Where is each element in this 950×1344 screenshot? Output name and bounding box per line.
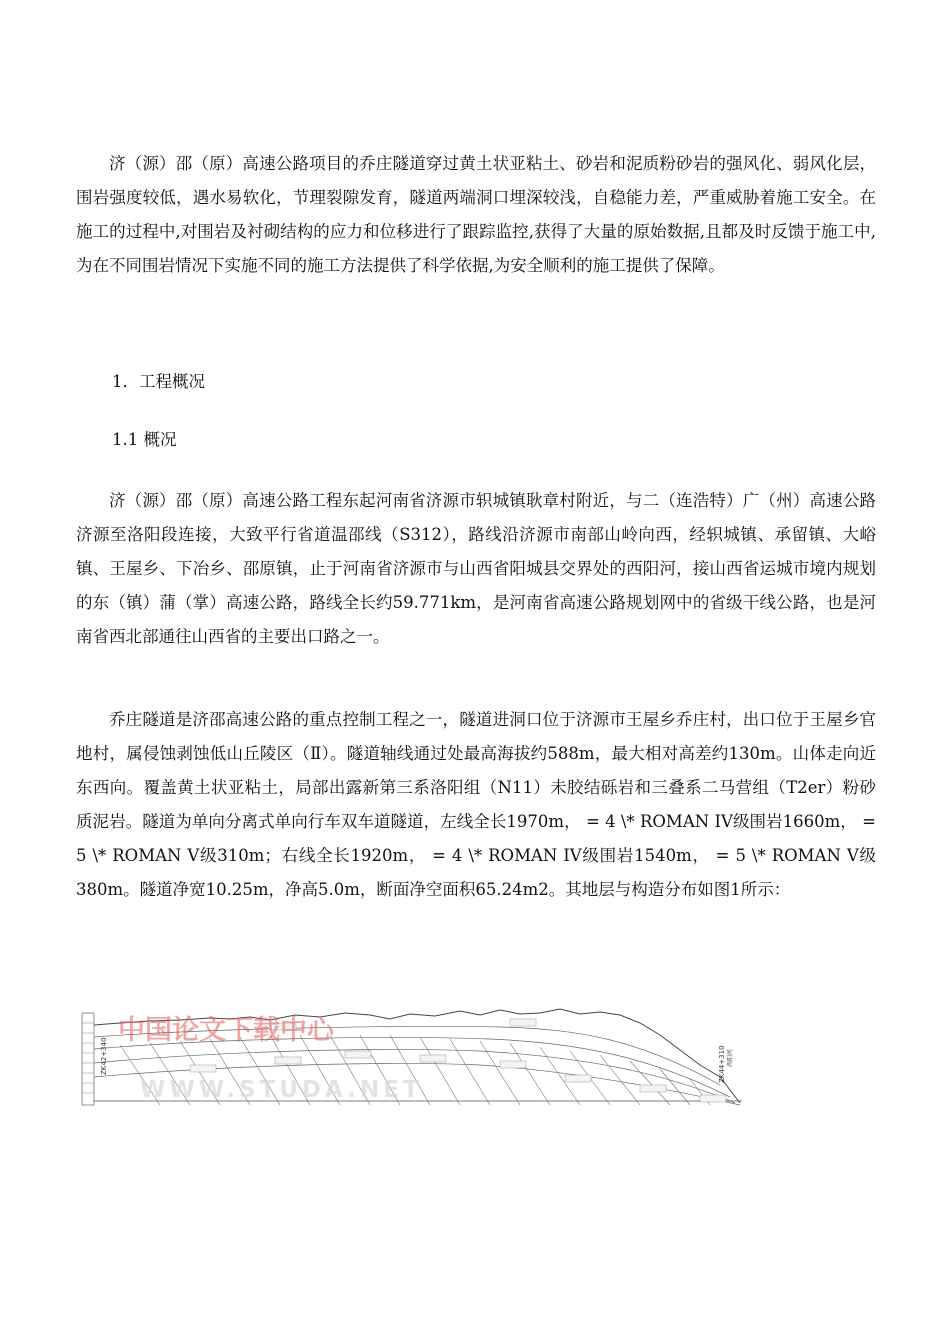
section-heading-1-1: 1.1 概况 [112,430,177,449]
watermark-english: WWW.STUDA.NET [140,1077,423,1103]
station-right-label: ZK44+310 [718,1045,726,1083]
station-left-label: ZK42+340 [100,1037,108,1075]
elevation-scale [82,1013,94,1105]
watermark-chinese: 中国论文下载中心 [118,1015,334,1046]
tunnel-paragraph: 乔庄隧道是济邵高速公路的重点控制工程之一，隧道进洞口位于济源市王屋乡乔庄村，出口位于王屋乡官地村，属侵蚀剥蚀低山丘陵区（Ⅱ）。隧道轴线通过处最高海拔约588m，最大相对高差约130m。山体走向近东西向。覆盖黄土状亚粘土，局部出露新第三系洛阳组（N11）未胶结砾岩和三叠系二马营组（T2er）粉砂质泥岩。隧道为单向分离式单向行车双车道隧道，左线全长1970m， = 4 \* ROMAN IV级围岩1660m， = 5 \* ROMAN V级310m；右线全长1920m， = 4 \* ROMAN IV级围岩1540m， = 5 \* ROMAN V级380m。隧道净宽10.25m，净高5.0m，断面净空面积65.24m2。其地层与构造分布如图1所示： [76,710,876,899]
intro-paragraph: 济（源）邵（原）高速公路项目的乔庄隧道穿过黄土状亚粘土、砂岩和泥质粉砂岩的强风化、弱风化层，围岩强度较低，遇水易软化，节理裂隙发育，隧道两端洞口埋深较浅，自稳能力差，严重威胁着施工安全。在施工的过程中,对围岩及衬砌结构的应力和位移进行了跟踪监控,获得了大量的原始数据,且都及时反馈于施工中,为在不同围岩情况下实施不同的施工方法提供了科学依据,为安全顺利的施工提供了保障。 [76,154,876,275]
river-label: 西阳河 [727,1048,734,1067]
geological-profile-drawing [80,1005,745,1115]
overview-paragraph: 济（源）邵（原）高速公路工程东起河南省济源市轵城镇耿章村附近，与二（连浩特）广（州）高速公路济源至洛阳段连接，大致平行省道温邵线（S312），路线沿济源市南部山岭向西，经轵城镇、承留镇、大峪镇、王屋乡、下冶乡、邵原镇，止于河南省济源市与山西省阳城县交界处的西阳河，接山西省运城市境内规划的东（镇）蒲（掌）高速公路，路线全长约59.771km，是河南省高速公路规划网中的省级干线公路，也是河南省西北部通往山西省的主要出口路之一。 [76,491,876,646]
section-heading-1: 1．工程概况 [112,372,205,391]
elevation-scale-ticks [82,1023,94,1093]
geological-profile-figure [80,1005,745,1115]
